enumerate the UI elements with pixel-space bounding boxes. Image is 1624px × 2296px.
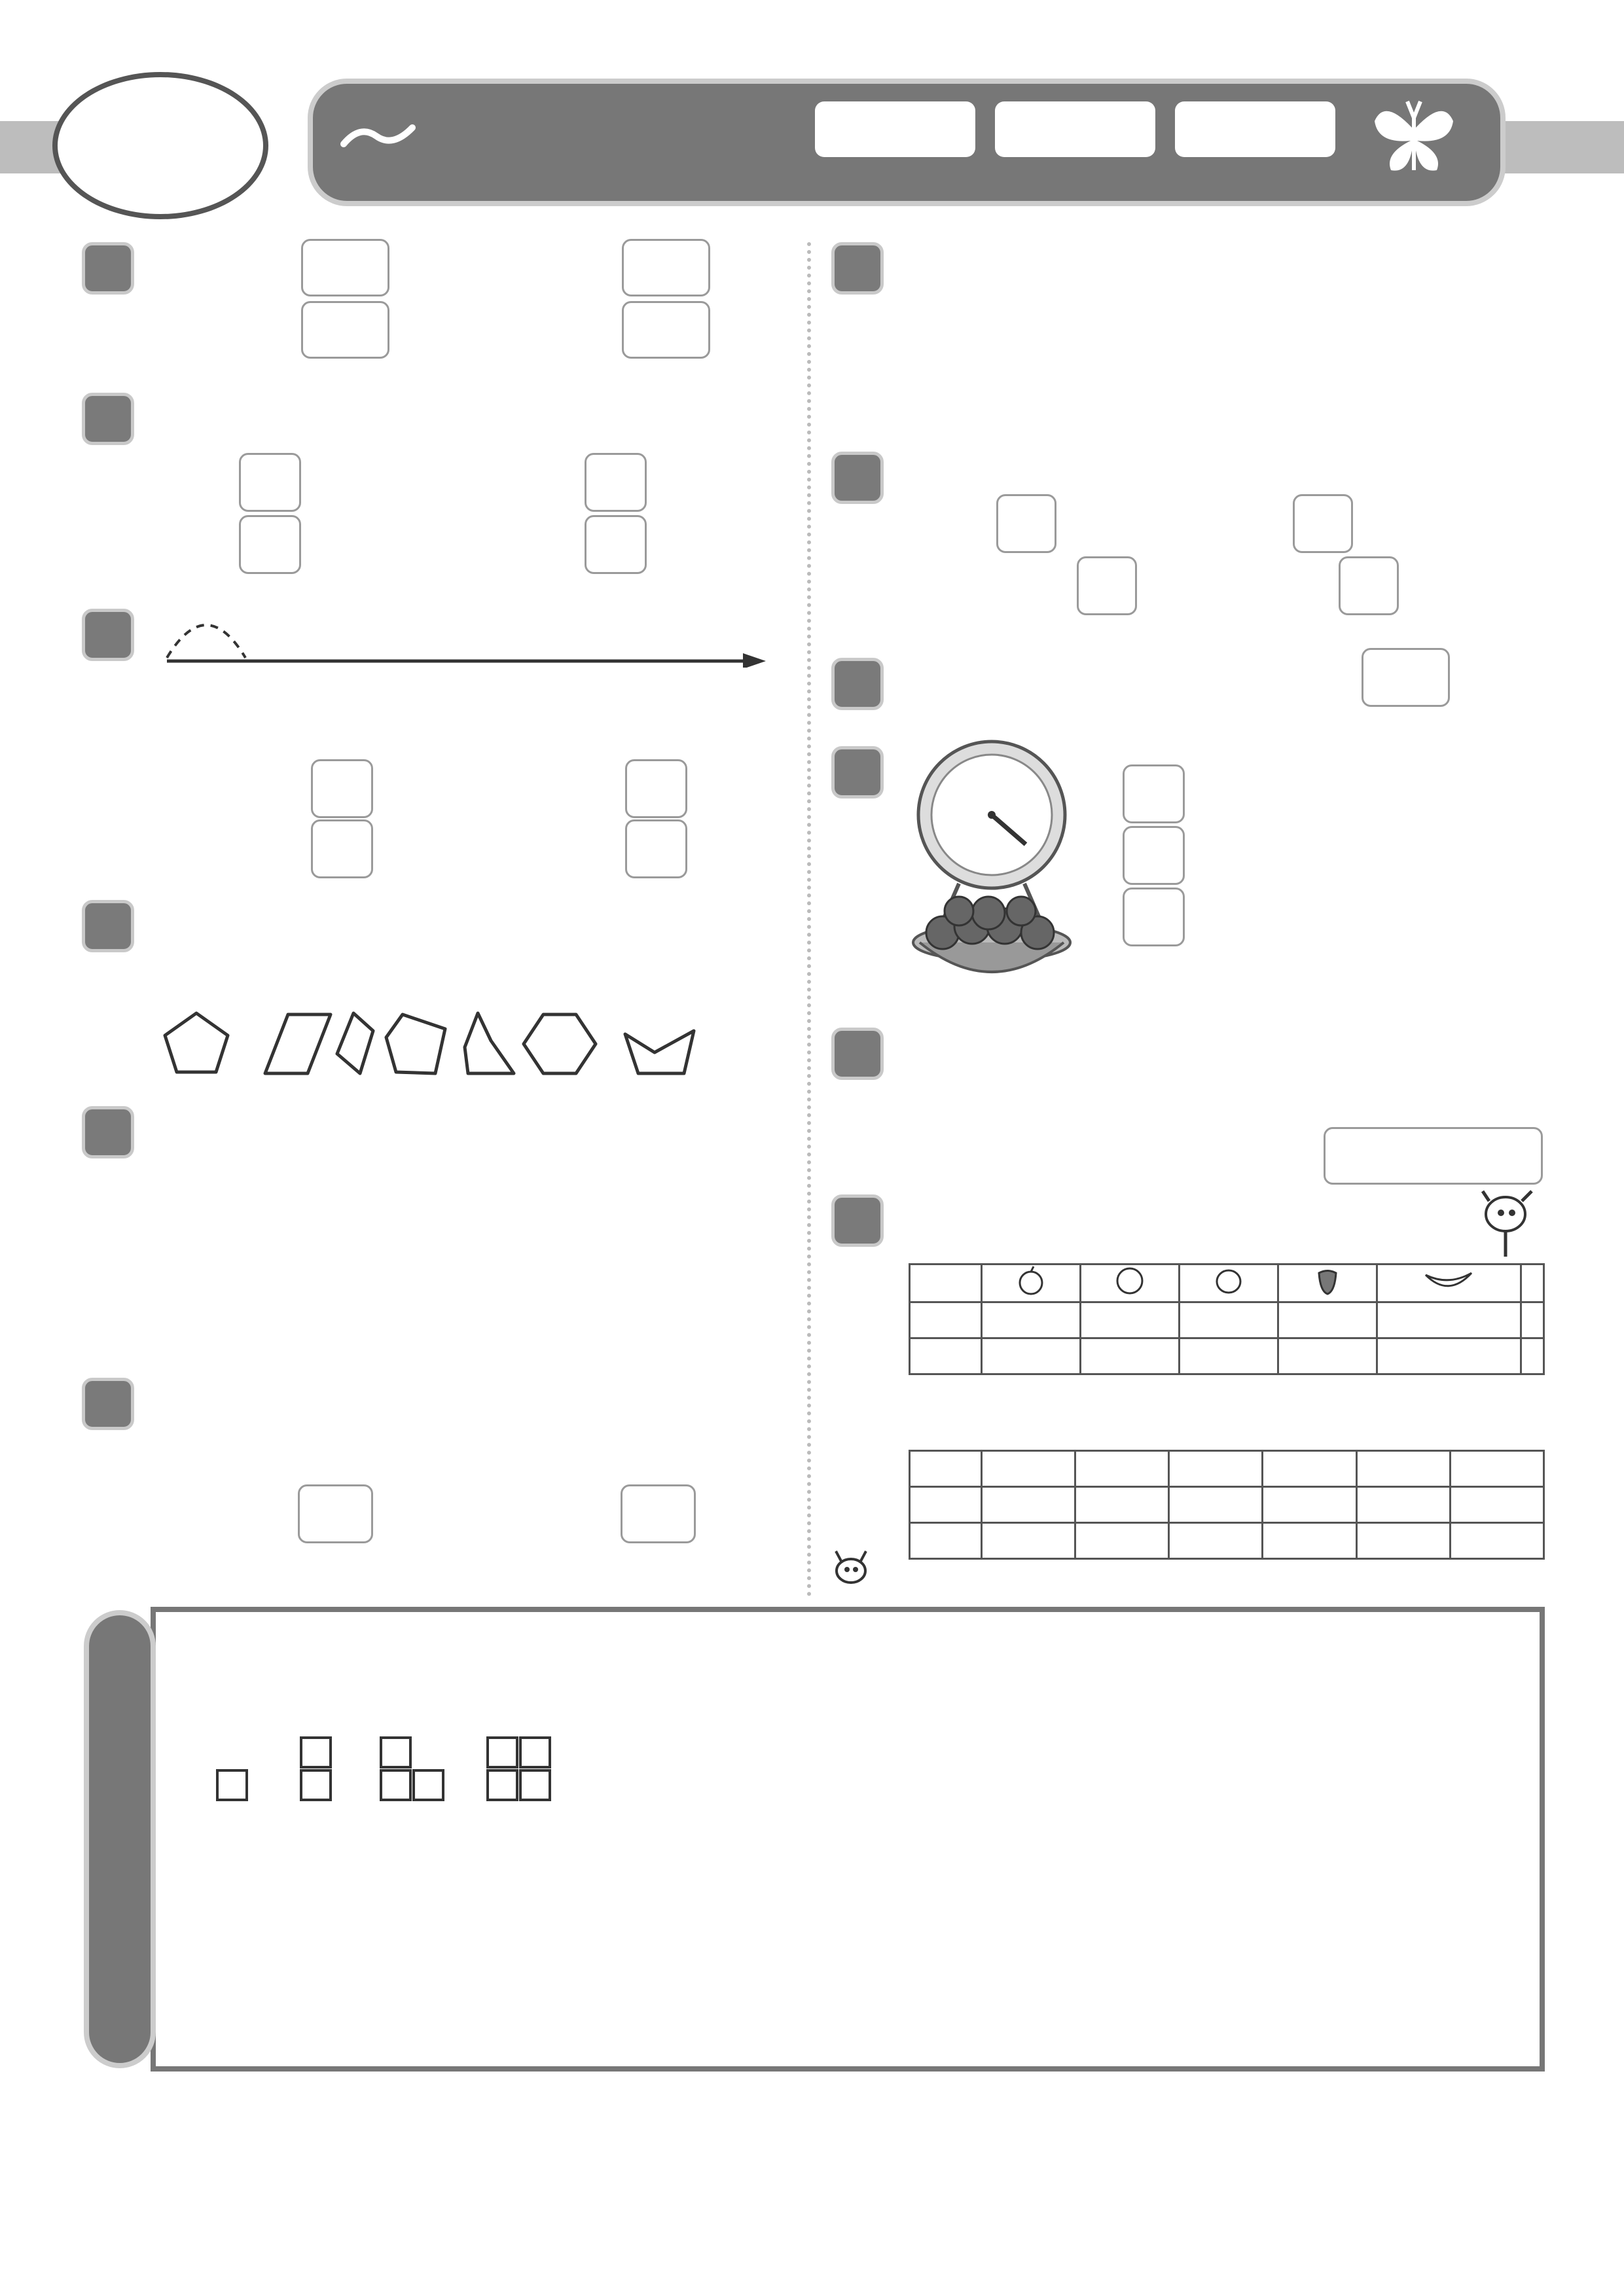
caterpillar-icon: [340, 118, 419, 151]
q1-answer-b[interactable]: [622, 239, 710, 296]
square-pattern: [209, 1728, 962, 1813]
q3-answer[interactable]: [625, 819, 687, 878]
q8-operator-box[interactable]: [1293, 494, 1353, 553]
question-badge-7: [831, 242, 884, 295]
tally-cell: [1080, 1302, 1179, 1338]
numbers-input-cell[interactable]: [982, 1523, 1075, 1559]
hexagon-pattern: [209, 1911, 602, 1996]
shapes-row: [157, 1001, 700, 1086]
q10-answer[interactable]: [1123, 764, 1185, 823]
tally-row-boys: [910, 1338, 1544, 1374]
tally-cell: [1080, 1338, 1179, 1374]
q1-answer-c[interactable]: [301, 301, 389, 359]
q8-operator-box[interactable]: [1077, 556, 1137, 615]
pentagon-shape: [386, 1014, 445, 1073]
q8-operator-box[interactable]: [996, 494, 1056, 553]
numbers-input-cell[interactable]: [1263, 1523, 1356, 1559]
tally-cell: [1521, 1302, 1544, 1338]
q8-operator-box[interactable]: [1339, 556, 1399, 615]
q3-answer[interactable]: [311, 759, 373, 818]
month-field[interactable]: [995, 101, 1155, 157]
tally-cell: [982, 1338, 1081, 1374]
question-badge-1: [82, 242, 134, 295]
parallelogram-shape: [265, 1014, 331, 1073]
rhombus-shape: [337, 1013, 373, 1073]
q6-answer-a[interactable]: [298, 1484, 373, 1543]
q10-answer[interactable]: [1123, 826, 1185, 885]
tally-table: [909, 1263, 1545, 1375]
tally-header-cell: [1521, 1265, 1544, 1302]
numbers-header-cell: [982, 1451, 1075, 1487]
numbers-input-cell[interactable]: [1075, 1523, 1169, 1559]
question-badge-2: [82, 393, 134, 445]
tally-cell: [982, 1302, 1081, 1338]
question-badge-5: [82, 1106, 134, 1158]
numbers-header-cell: [1356, 1451, 1450, 1487]
header-right-band: [1499, 121, 1624, 173]
numbers-header-cell: [910, 1451, 982, 1487]
tally-cell: [1377, 1338, 1521, 1374]
numbers-header-cell: [1075, 1451, 1169, 1487]
numbers-header-cell: [1263, 1451, 1356, 1487]
q9-answer[interactable]: [1362, 648, 1450, 707]
cartoon-character-icon: [1476, 1188, 1542, 1260]
q6-answer-b[interactable]: [621, 1484, 696, 1543]
q2-sign-box[interactable]: [239, 453, 301, 512]
number-line: [157, 602, 766, 668]
q2-sign-box[interactable]: [585, 515, 647, 574]
q1-answer-d[interactable]: [622, 301, 710, 359]
q10-answer[interactable]: [1123, 888, 1185, 946]
numbers-input-cell[interactable]: [1450, 1523, 1543, 1559]
tally-header-cell: [910, 1265, 982, 1302]
numbers-row-boys: [910, 1523, 1544, 1559]
tally-row-label: [910, 1302, 982, 1338]
numbers-input-cell[interactable]: [1263, 1487, 1356, 1523]
tally-cell: [1521, 1338, 1544, 1374]
numbers-row-girls: [910, 1487, 1544, 1523]
question-badge-9: [831, 658, 884, 710]
q3-answer[interactable]: [625, 759, 687, 818]
patterns-frame: [151, 1607, 1545, 2072]
numbers-row-label: [910, 1487, 982, 1523]
question-badge-6: [82, 1378, 134, 1430]
banana-icon: [1377, 1265, 1521, 1302]
number-field[interactable]: [815, 101, 975, 157]
pentagon-shape: [165, 1013, 228, 1072]
numbers-input-cell[interactable]: [982, 1487, 1075, 1523]
tally-cell: [1278, 1338, 1377, 1374]
numbers-input-cell[interactable]: [1075, 1487, 1169, 1523]
q2-sign-box[interactable]: [585, 453, 647, 512]
numbers-table: [909, 1450, 1545, 1560]
strawberry-icon: [1278, 1265, 1377, 1302]
question-badge-8: [831, 452, 884, 504]
numbers-header-cell: [1169, 1451, 1263, 1487]
numbers-input-cell[interactable]: [1450, 1487, 1543, 1523]
butterfly-icon: [1371, 98, 1456, 177]
small-cartoon-icon: [828, 1545, 874, 1597]
question-badge-11: [831, 1028, 884, 1080]
tally-cell: [1278, 1302, 1377, 1338]
apple-icon: [982, 1265, 1081, 1302]
numbers-header-cell: [1450, 1451, 1543, 1487]
tally-header-row: [910, 1265, 1544, 1302]
numbers-input-cell[interactable]: [1169, 1487, 1263, 1523]
tally-cell: [1179, 1302, 1278, 1338]
tally-cell: [1377, 1302, 1521, 1338]
column-divider: [807, 242, 811, 1597]
patterns-side-tab: [84, 1610, 156, 2068]
q3-answer[interactable]: [311, 819, 373, 878]
peach-icon: [1179, 1265, 1278, 1302]
numbers-input-cell[interactable]: [1356, 1523, 1450, 1559]
mentals-oval: [52, 72, 268, 219]
numbers-header-row: [910, 1451, 1544, 1487]
question-badge-12: [831, 1194, 884, 1247]
q2-sign-box[interactable]: [239, 515, 301, 574]
hexagon-shape: [524, 1014, 596, 1073]
numbers-row-label: [910, 1523, 982, 1559]
irregular-shape: [465, 1013, 514, 1073]
question-badge-4: [82, 900, 134, 952]
q1-answer-a[interactable]: [301, 239, 389, 296]
question-badge-10: [831, 746, 884, 798]
question-badge-3: [82, 609, 134, 661]
tally-cell: [1179, 1338, 1278, 1374]
tally-row-label: [910, 1338, 982, 1374]
orange-icon: [1080, 1265, 1179, 1302]
tally-row-girls: [910, 1302, 1544, 1338]
scale-with-apples: [907, 740, 1087, 1001]
numbers-input-cell[interactable]: [1169, 1523, 1263, 1559]
pentagon-shape: [625, 1031, 694, 1073]
year-field[interactable]: [1175, 101, 1335, 157]
q11-answer[interactable]: [1324, 1127, 1543, 1185]
numbers-input-cell[interactable]: [1356, 1487, 1450, 1523]
